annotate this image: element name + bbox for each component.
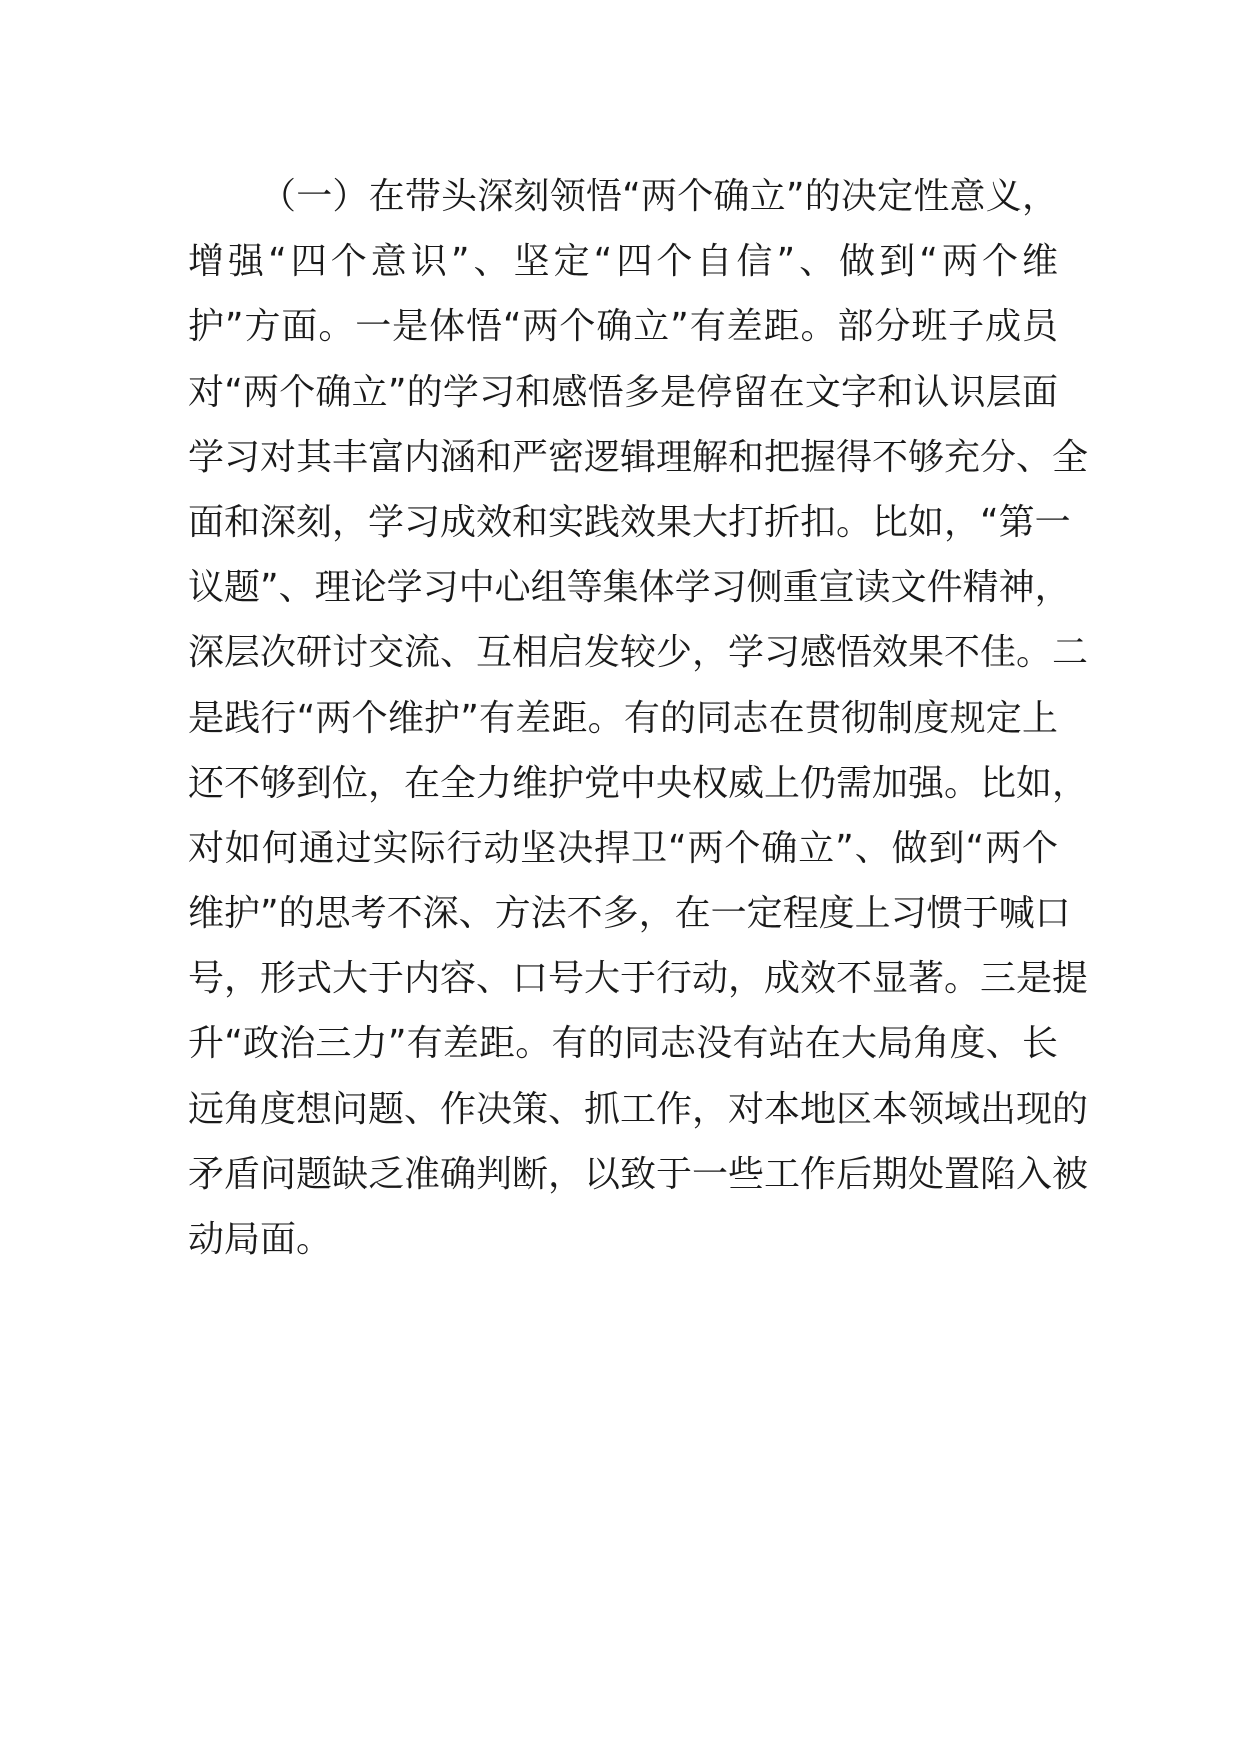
- paragraph-line-9: 是践行“两个维护”有差距。有的同志在贯彻制度规定上: [188, 697, 1058, 739]
- paragraph-line-10: 还不够到位，在全力维护党中央权威上仍需加强。比如，: [188, 762, 1089, 804]
- paragraph-line-1: （一）在带头深刻领悟“两个确立”的决定性意义，: [260, 176, 1058, 217]
- paragraph-line-7: 议题”、理论学习中心组等集体学习侧重宣读文件精神，: [188, 567, 1071, 609]
- paragraph-line-3: 护”方面。一是体悟“两个确立”有差距。部分班子成员: [188, 306, 1058, 348]
- paragraph-line-14: 升“政治三力”有差距。有的同志没有站在大局角度、长: [188, 1023, 1058, 1065]
- paragraph-line-8: 深层次研讨交流、互相启发较少，学习感悟效果不佳。二: [188, 632, 1089, 674]
- body-paragraph: [188, 164, 1089, 1272]
- paragraph-line-2: 增强“四个意识”、坚定“四个自信”、做到“两个维: [188, 241, 1058, 283]
- paragraph-line-13: 号，形式大于内容、口号大于行动，成效不显著。三是提: [188, 958, 1089, 1000]
- paragraph-line-6: 面和深刻，学习成效和实践效果大打折扣。比如，“第一: [188, 501, 1071, 543]
- paragraph-line-11: 对如何通过实际行动坚决捍卫“两个确立”、做到“两个: [188, 827, 1058, 869]
- paragraph-line-16: 矛盾问题缺乏准确判断，以致于一些工作后期处置陷入被: [188, 1153, 1089, 1195]
- paragraph-line-15: 远角度想问题、作决策、抓工作，对本地区本领域出现的: [188, 1088, 1089, 1130]
- paragraph-line-17: 动局面。: [188, 1219, 333, 1260]
- paragraph-line-12: 维护”的思考不深、方法不多，在一定程度上习惯于喊口: [188, 893, 1071, 935]
- paragraph-line-5: 学习对其丰富内涵和严密逻辑理解和把握得不够充分、全: [188, 436, 1089, 478]
- paragraph-line-4: 对“两个确立”的学习和感悟多是停留在文字和认识层面: [188, 371, 1058, 413]
